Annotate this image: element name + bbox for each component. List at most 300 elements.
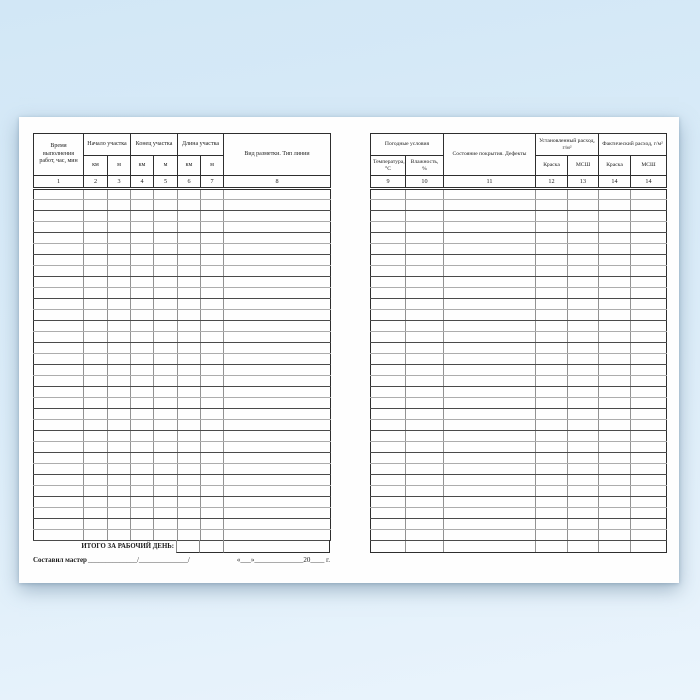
empty-data-cell <box>568 387 599 398</box>
empty-data-cell <box>599 387 631 398</box>
empty-data-cell <box>371 354 406 365</box>
empty-data-cell <box>536 475 568 486</box>
empty-data-cell <box>568 211 599 222</box>
empty-data-cell <box>131 519 154 530</box>
empty-data-cell <box>84 387 108 398</box>
empty-data-cell <box>108 475 131 486</box>
empty-data-cell <box>34 475 84 486</box>
empty-data-cell <box>599 354 631 365</box>
empty-data-cell <box>444 486 536 497</box>
empty-data-cell <box>154 354 178 365</box>
empty-data-cell <box>371 255 406 266</box>
empty-data-cell <box>131 343 154 354</box>
empty-data-cell <box>34 508 84 519</box>
empty-data-cell <box>108 321 131 332</box>
empty-data-cell <box>444 321 536 332</box>
empty-data-cell <box>599 332 631 343</box>
empty-data-cell <box>631 376 667 387</box>
empty-data-cell <box>631 343 667 354</box>
col-header-end-section: Конец участка <box>131 134 178 156</box>
empty-data-cell <box>406 310 444 321</box>
col-header-surface-defects: Состояние покрытия. Дефекты <box>444 134 536 176</box>
empty-data-cell <box>131 387 154 398</box>
empty-data-cell <box>536 376 568 387</box>
empty-data-cell <box>444 222 536 233</box>
empty-data-cell <box>536 464 568 475</box>
empty-data-cell <box>599 266 631 277</box>
empty-data-cell <box>108 255 131 266</box>
empty-data-cell <box>84 211 108 222</box>
empty-data-cell <box>631 453 667 464</box>
empty-data-cell <box>201 222 224 233</box>
empty-data-cell <box>131 211 154 222</box>
empty-data-cell <box>371 189 406 200</box>
empty-data-cell <box>201 277 224 288</box>
empty-data-cell <box>201 343 224 354</box>
empty-data-cell <box>444 277 536 288</box>
empty-data-cell <box>599 277 631 288</box>
empty-data-cell <box>131 222 154 233</box>
empty-data-cell <box>131 277 154 288</box>
empty-data-cell <box>108 387 131 398</box>
empty-data-cell <box>224 398 331 409</box>
empty-data-cell <box>568 508 599 519</box>
empty-data-cell <box>631 255 667 266</box>
empty-data-cell <box>444 519 536 530</box>
col-number: 12 <box>536 176 568 189</box>
empty-data-cell <box>131 288 154 299</box>
empty-data-cell <box>444 387 536 398</box>
empty-data-cell <box>568 365 599 376</box>
empty-data-cell <box>34 343 84 354</box>
empty-data-cell <box>178 387 201 398</box>
empty-data-cell <box>536 530 568 541</box>
empty-data-cell <box>34 464 84 475</box>
empty-data-cell <box>131 530 154 541</box>
empty-data-cell <box>536 343 568 354</box>
empty-data-cell <box>599 453 631 464</box>
empty-data-cell <box>34 431 84 442</box>
col-number: 6 <box>178 176 201 189</box>
col-header-weather-section: Погодные условия <box>371 134 444 156</box>
signature-blank-2: ______________/ <box>138 556 190 564</box>
unit-header-km: км <box>131 156 154 176</box>
empty-data-cell <box>108 266 131 277</box>
empty-data-cell <box>201 530 224 541</box>
empty-data-cell <box>84 354 108 365</box>
empty-data-cell <box>84 288 108 299</box>
empty-data-cell <box>108 332 131 343</box>
col-number: 1 <box>34 176 84 189</box>
col-header-start-section: Начало участка <box>84 134 131 156</box>
empty-data-cell <box>224 211 331 222</box>
empty-data-cell <box>84 200 108 211</box>
empty-data-cell <box>108 244 131 255</box>
empty-data-cell <box>444 354 536 365</box>
empty-data-cell <box>444 530 536 541</box>
empty-data-cell <box>444 464 536 475</box>
empty-data-cell <box>84 398 108 409</box>
empty-data-cell <box>406 343 444 354</box>
empty-data-cell <box>599 222 631 233</box>
empty-data-cell <box>201 431 224 442</box>
empty-data-cell <box>84 365 108 376</box>
work-log-table-left <box>33 133 331 541</box>
empty-data-cell <box>568 376 599 387</box>
empty-data-cell <box>599 233 631 244</box>
empty-data-cell <box>536 277 568 288</box>
empty-data-cell <box>131 398 154 409</box>
empty-data-cell <box>406 442 444 453</box>
empty-data-cell <box>444 255 536 266</box>
empty-data-cell <box>108 453 131 464</box>
empty-data-cell <box>568 343 599 354</box>
empty-data-cell <box>631 475 667 486</box>
empty-data-cell <box>154 497 178 508</box>
empty-data-cell <box>599 519 631 530</box>
empty-data-cell <box>536 486 568 497</box>
col-header-beads: МСШ <box>568 156 599 176</box>
empty-data-cell <box>599 409 631 420</box>
empty-data-cell <box>599 321 631 332</box>
empty-data-cell <box>131 200 154 211</box>
empty-data-cell <box>224 277 331 288</box>
empty-data-cell <box>108 376 131 387</box>
empty-data-cell <box>154 255 178 266</box>
empty-data-cell <box>536 332 568 343</box>
empty-data-cell <box>536 365 568 376</box>
empty-data-cell <box>536 497 568 508</box>
empty-data-cell <box>371 453 406 464</box>
empty-data-cell <box>568 475 599 486</box>
empty-data-cell <box>84 310 108 321</box>
empty-data-cell <box>131 255 154 266</box>
empty-data-cell <box>34 420 84 431</box>
empty-data-cell <box>84 332 108 343</box>
col-header-paint: Краска <box>599 156 631 176</box>
empty-data-cell <box>84 299 108 310</box>
empty-data-cell <box>84 189 108 200</box>
empty-data-cell <box>154 508 178 519</box>
empty-data-cell <box>536 442 568 453</box>
empty-data-cell <box>34 211 84 222</box>
empty-data-cell <box>154 277 178 288</box>
empty-data-cell <box>108 409 131 420</box>
empty-data-cell <box>568 321 599 332</box>
empty-data-cell <box>631 508 667 519</box>
empty-data-cell <box>131 244 154 255</box>
empty-data-cell <box>631 321 667 332</box>
col-header-set-rate-section: Установленный расход, г/м² <box>536 134 599 156</box>
empty-data-cell <box>568 442 599 453</box>
empty-data-cell <box>178 530 201 541</box>
empty-data-cell <box>34 332 84 343</box>
empty-data-cell <box>224 343 331 354</box>
empty-data-cell <box>108 420 131 431</box>
empty-data-cell <box>536 299 568 310</box>
empty-data-cell <box>568 464 599 475</box>
empty-data-cell <box>34 244 84 255</box>
empty-data-cell <box>536 266 568 277</box>
empty-data-cell <box>568 398 599 409</box>
empty-data-cell <box>406 299 444 310</box>
empty-data-cell <box>154 409 178 420</box>
empty-data-cell <box>201 288 224 299</box>
empty-data-cell <box>224 376 331 387</box>
empty-data-cell <box>406 475 444 486</box>
empty-data-cell <box>34 321 84 332</box>
empty-data-cell <box>536 222 568 233</box>
empty-data-cell <box>34 354 84 365</box>
col-header-beads: МСШ <box>631 156 667 176</box>
empty-data-cell <box>34 200 84 211</box>
empty-data-cell <box>131 321 154 332</box>
empty-data-cell <box>371 387 406 398</box>
col-number: 4 <box>131 176 154 189</box>
empty-data-cell <box>34 409 84 420</box>
empty-data-cell <box>631 497 667 508</box>
empty-data-cell <box>224 200 331 211</box>
empty-data-cell <box>406 332 444 343</box>
empty-data-cell <box>224 365 331 376</box>
empty-data-cell <box>631 244 667 255</box>
empty-data-cell <box>84 277 108 288</box>
empty-data-cell <box>444 299 536 310</box>
empty-data-cell <box>536 255 568 266</box>
empty-data-cell <box>444 453 536 464</box>
empty-data-cell <box>201 321 224 332</box>
empty-data-cell <box>108 211 131 222</box>
empty-data-cell <box>444 310 536 321</box>
empty-data-cell <box>631 332 667 343</box>
empty-data-cell <box>178 332 201 343</box>
empty-data-cell <box>631 266 667 277</box>
daily-total-row <box>33 540 330 553</box>
empty-data-cell <box>406 266 444 277</box>
empty-data-cell <box>131 420 154 431</box>
empty-data-cell <box>631 541 667 553</box>
empty-data-cell <box>131 475 154 486</box>
empty-data-cell <box>224 409 331 420</box>
empty-data-cell <box>631 277 667 288</box>
empty-data-cell <box>201 508 224 519</box>
total-length-km-cell <box>176 540 199 553</box>
unit-header-m: м <box>108 156 131 176</box>
col-number: 13 <box>568 176 599 189</box>
empty-data-cell <box>224 354 331 365</box>
empty-data-cell <box>568 200 599 211</box>
empty-data-cell <box>108 431 131 442</box>
empty-data-cell <box>108 365 131 376</box>
empty-data-cell <box>224 453 331 464</box>
empty-data-cell <box>154 244 178 255</box>
empty-data-cell <box>84 321 108 332</box>
empty-data-cell <box>224 486 331 497</box>
empty-data-cell <box>536 387 568 398</box>
empty-data-cell <box>444 343 536 354</box>
empty-data-cell <box>568 244 599 255</box>
empty-data-cell <box>631 288 667 299</box>
empty-data-cell <box>444 211 536 222</box>
right-table-body <box>371 189 667 553</box>
empty-data-cell <box>406 420 444 431</box>
empty-data-cell <box>201 420 224 431</box>
empty-data-cell <box>178 321 201 332</box>
empty-data-cell <box>599 310 631 321</box>
unit-header-m: м <box>154 156 178 176</box>
unit-header-m: м <box>201 156 224 176</box>
empty-data-cell <box>444 266 536 277</box>
empty-data-cell <box>108 486 131 497</box>
empty-data-cell <box>154 453 178 464</box>
empty-data-cell <box>201 376 224 387</box>
col-number: 5 <box>154 176 178 189</box>
journal-spread-page <box>19 117 679 583</box>
empty-data-cell <box>536 244 568 255</box>
empty-data-cell <box>34 453 84 464</box>
empty-data-cell <box>201 354 224 365</box>
empty-data-cell <box>224 431 331 442</box>
empty-data-cell <box>84 497 108 508</box>
empty-data-cell <box>154 332 178 343</box>
empty-data-cell <box>406 321 444 332</box>
empty-data-cell <box>201 387 224 398</box>
empty-data-cell <box>599 343 631 354</box>
empty-data-cell <box>224 255 331 266</box>
empty-data-cell <box>201 398 224 409</box>
empty-data-cell <box>178 343 201 354</box>
col-header-temperature: Температура, °С <box>371 156 406 176</box>
empty-data-cell <box>34 376 84 387</box>
empty-data-cell <box>201 244 224 255</box>
empty-data-cell <box>178 431 201 442</box>
col-number: 11 <box>444 176 536 189</box>
empty-data-cell <box>536 541 568 553</box>
empty-data-cell <box>536 431 568 442</box>
empty-data-cell <box>406 288 444 299</box>
empty-data-cell <box>131 189 154 200</box>
empty-data-cell <box>631 442 667 453</box>
empty-data-cell <box>406 222 444 233</box>
empty-data-cell <box>406 453 444 464</box>
empty-data-cell <box>108 508 131 519</box>
empty-data-cell <box>34 266 84 277</box>
empty-data-cell <box>444 541 536 553</box>
empty-data-cell <box>178 409 201 420</box>
empty-data-cell <box>178 365 201 376</box>
empty-data-cell <box>108 277 131 288</box>
empty-data-cell <box>599 431 631 442</box>
empty-data-cell <box>178 475 201 486</box>
empty-data-cell <box>599 541 631 553</box>
col-number: 14 <box>599 176 631 189</box>
empty-data-cell <box>108 519 131 530</box>
empty-data-cell <box>108 189 131 200</box>
empty-data-cell <box>444 508 536 519</box>
empty-data-cell <box>131 354 154 365</box>
empty-data-cell <box>631 310 667 321</box>
empty-data-cell <box>34 189 84 200</box>
unit-header-km: км <box>178 156 201 176</box>
empty-data-cell <box>178 299 201 310</box>
empty-data-cell <box>568 189 599 200</box>
empty-data-cell <box>371 475 406 486</box>
empty-data-cell <box>406 530 444 541</box>
empty-data-cell <box>224 244 331 255</box>
col-header-humidity: Влажность, % <box>406 156 444 176</box>
empty-data-cell <box>536 354 568 365</box>
empty-data-cell <box>599 486 631 497</box>
empty-data-cell <box>631 420 667 431</box>
empty-data-cell <box>224 332 331 343</box>
empty-data-cell <box>131 233 154 244</box>
empty-data-cell <box>178 464 201 475</box>
empty-data-cell <box>631 189 667 200</box>
empty-data-cell <box>201 255 224 266</box>
empty-data-cell <box>34 310 84 321</box>
empty-data-cell <box>536 453 568 464</box>
empty-data-cell <box>406 354 444 365</box>
empty-data-cell <box>224 519 331 530</box>
empty-data-cell <box>84 222 108 233</box>
empty-data-cell <box>406 497 444 508</box>
composed-by-label: Составил мастер <box>33 556 87 564</box>
col-header-length-section: Длина участка <box>178 134 224 156</box>
empty-data-cell <box>84 431 108 442</box>
empty-data-cell <box>154 519 178 530</box>
empty-data-cell <box>444 409 536 420</box>
empty-data-cell <box>631 431 667 442</box>
empty-data-cell <box>224 189 331 200</box>
empty-data-cell <box>631 211 667 222</box>
total-marking-cell <box>223 540 330 553</box>
empty-data-cell <box>84 255 108 266</box>
empty-data-cell <box>131 310 154 321</box>
empty-data-cell <box>34 519 84 530</box>
empty-data-cell <box>631 409 667 420</box>
col-number: 2 <box>84 176 108 189</box>
empty-data-cell <box>224 475 331 486</box>
empty-data-cell <box>34 530 84 541</box>
empty-data-cell <box>371 200 406 211</box>
empty-data-cell <box>224 288 331 299</box>
empty-data-cell <box>444 376 536 387</box>
empty-data-cell <box>371 244 406 255</box>
empty-data-cell <box>201 453 224 464</box>
empty-data-cell <box>568 409 599 420</box>
empty-data-cell <box>599 365 631 376</box>
empty-data-cell <box>154 376 178 387</box>
empty-data-cell <box>84 464 108 475</box>
empty-data-cell <box>34 497 84 508</box>
empty-data-cell <box>34 365 84 376</box>
col-number: 3 <box>108 176 131 189</box>
col-number: 9 <box>371 176 406 189</box>
empty-data-cell <box>154 189 178 200</box>
empty-data-cell <box>406 541 444 553</box>
empty-data-cell <box>131 464 154 475</box>
empty-data-cell <box>154 530 178 541</box>
empty-data-cell <box>371 299 406 310</box>
empty-data-cell <box>371 486 406 497</box>
empty-data-cell <box>224 299 331 310</box>
empty-data-cell <box>34 387 84 398</box>
empty-data-cell <box>84 266 108 277</box>
empty-data-cell <box>178 519 201 530</box>
empty-data-cell <box>406 519 444 530</box>
empty-data-cell <box>371 365 406 376</box>
empty-data-cell <box>444 398 536 409</box>
